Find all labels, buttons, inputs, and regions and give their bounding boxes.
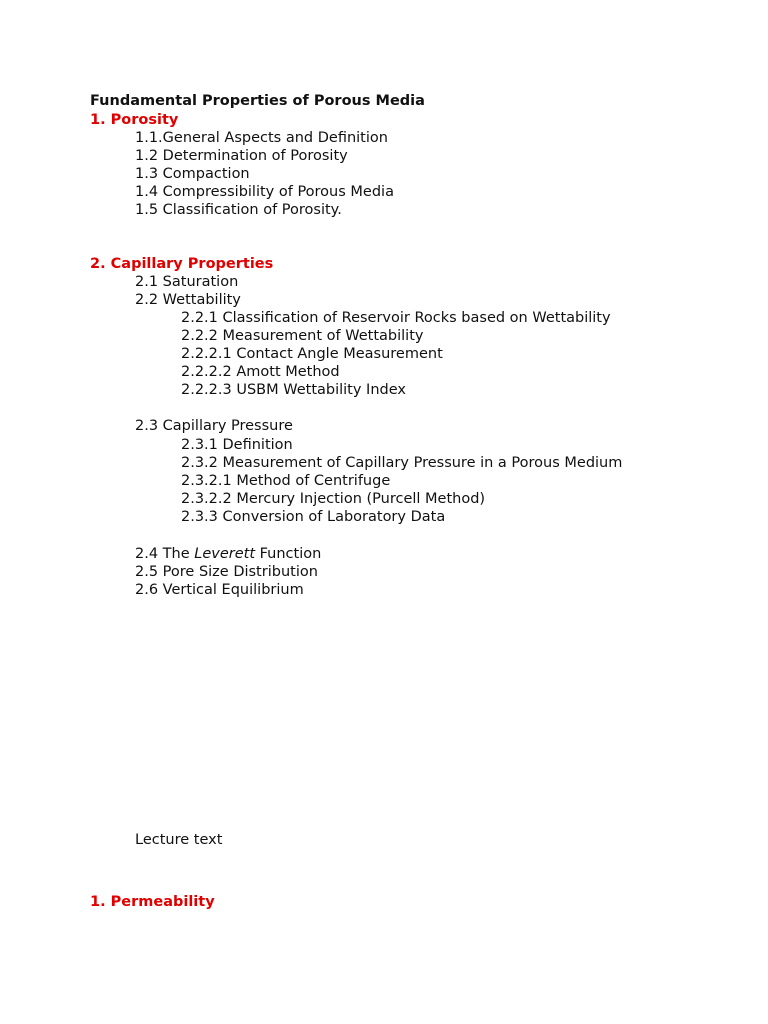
toc-subitem: 2.3.2.1 Method of Centrifuge — [181, 473, 391, 489]
toc-item: 2.1 Saturation — [135, 274, 239, 290]
toc-subitem: 2.3.3 Conversion of Laboratory Data — [181, 509, 446, 525]
toc-item-leverett-function — [135, 545, 321, 563]
toc-item-italic-term: Leverett — [194, 546, 256, 562]
section-heading-capillary-properties: 2. Capillary Properties — [90, 256, 274, 272]
document-title: Fundamental Properties of Porous Media — [90, 93, 425, 109]
toc-item: 2.6 Vertical Equilibrium — [135, 582, 304, 598]
toc-subitem: 2.2.2.1 Contact Angle Measurement — [181, 346, 443, 362]
toc-item: 2.2 Wettability — [135, 292, 241, 308]
toc-item: 2.5 Pore Size Distribution — [135, 564, 318, 580]
lecture-text: Lecture text — [135, 832, 223, 848]
toc-item: 1.1.General Aspects and Definition — [135, 130, 388, 146]
toc-item-prefix: 2.4 The — [135, 546, 195, 562]
section-heading-permeability: 1. Permeability — [90, 894, 215, 910]
toc-item: 1.4 Compressibility of Porous Media — [135, 184, 394, 200]
toc-item: 2.3 Capillary Pressure — [135, 418, 293, 434]
toc-item: 1.2 Determination of Porosity — [135, 148, 348, 164]
toc-item: 1.3 Compaction — [135, 166, 250, 182]
toc-subitem: 2.3.1 Definition — [181, 437, 293, 453]
toc-item: 1.5 Classification of Porosity. — [135, 202, 342, 218]
toc-subitem: 2.2.2.2 Amott Method — [181, 364, 340, 380]
section-heading-porosity: 1. Porosity — [90, 112, 179, 128]
toc-subitem: 2.3.2.2 Mercury Injection (Purcell Method) — [181, 491, 486, 507]
toc-subitem: 2.2.1 Classification of Reservoir Rocks based on Wettability — [181, 310, 611, 326]
toc-subitem: 2.3.2 Measurement of Capillary Pressure in a Porous Medium — [181, 455, 623, 471]
toc-item-suffix: Function — [255, 546, 322, 562]
toc-subitem: 2.2.2 Measurement of Wettability — [181, 328, 424, 344]
toc-subitem: 2.2.2.3 USBM Wettability Index — [181, 382, 406, 398]
